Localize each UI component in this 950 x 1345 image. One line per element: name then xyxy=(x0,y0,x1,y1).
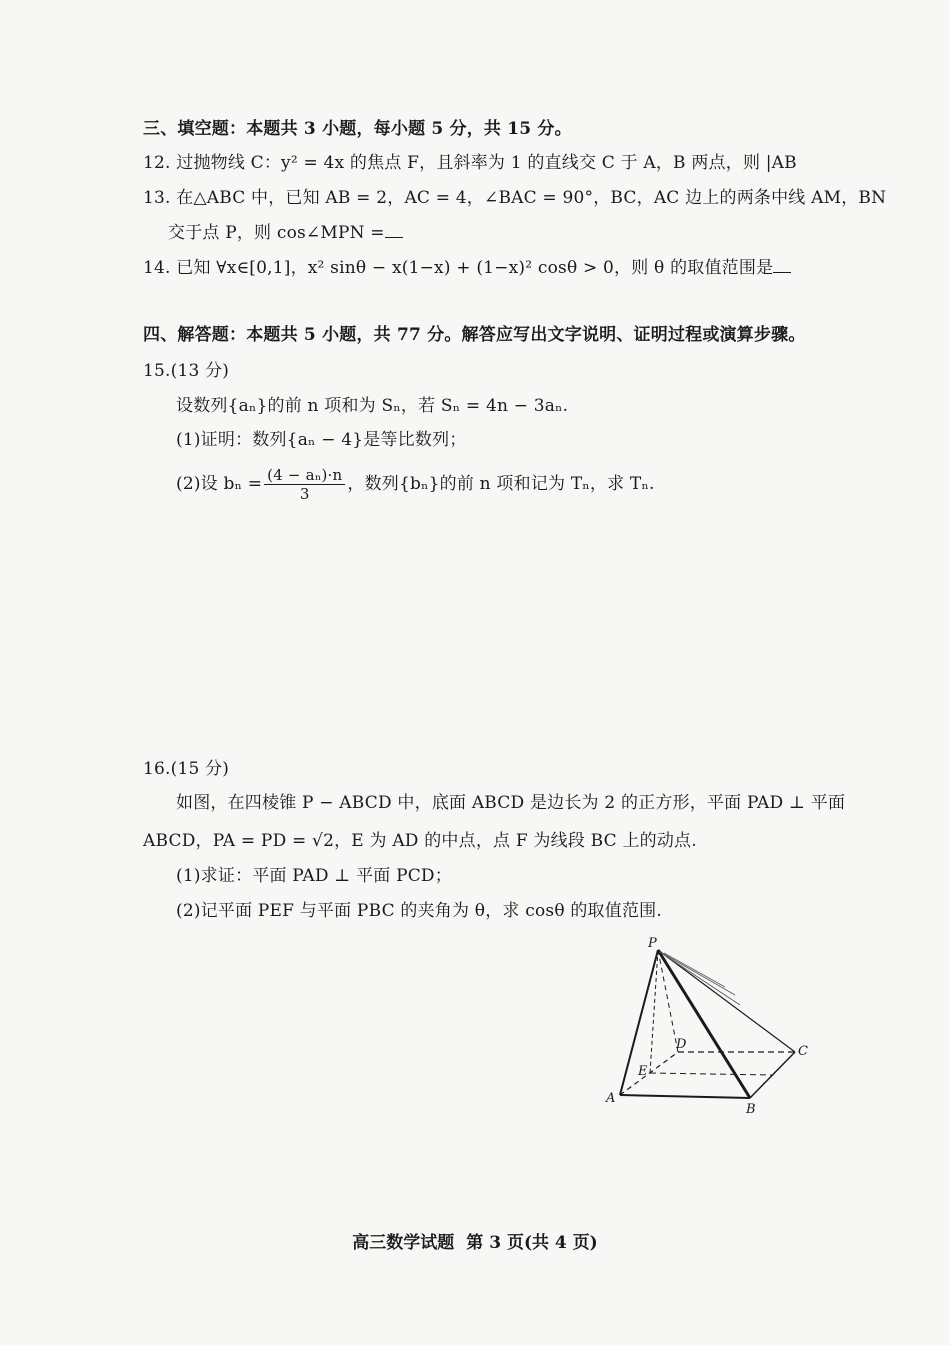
question-14 xyxy=(143,256,791,280)
question-12: 12. 过抛物线 C：y² = 4x 的焦点 F，且斜率为 1 的直线交 C 于 A，B 两点，则 |AB xyxy=(143,153,797,173)
question-15-part1: (1)证明：数列{aₙ − 4}是等比数列； xyxy=(176,430,467,450)
section4-heading: 四、解答题：本题共 5 小题，共 77 分。解答应写出文字说明、证明过程或演算步骤。 xyxy=(143,325,806,345)
part2-prefix: (2)设 bₙ = xyxy=(176,474,263,494)
question-16-title: 16.(15 分) xyxy=(143,759,230,779)
footer-title: 高三数学试题 xyxy=(352,1233,455,1253)
question-14-text: 14. 已知 ∀x∈[0,1]，x² sinθ − x(1−x) + (1−x)² cosθ > 0，则 θ 的取值范围是 xyxy=(143,258,774,278)
segment-EF xyxy=(650,1073,772,1075)
pyramid-diagram xyxy=(600,895,830,1125)
section3-heading: 三、填空题：本题共 3 小题，每小题 5 分，共 15 分。 xyxy=(143,119,572,139)
question-13-line1: 13. 在△ABC 中，已知 AB = 2，AC = 4，∠BAC = 90°，BC，AC 边上的两条中线 AM，BN xyxy=(143,188,887,208)
pyramid-figure xyxy=(600,895,830,1125)
label-A: A xyxy=(606,1091,616,1106)
answer-blank xyxy=(385,221,403,238)
question-15-stem: 设数列{aₙ}的前 n 项和为 Sₙ，若 Sₙ = 4n − 3aₙ. xyxy=(176,396,569,416)
question-16-part1: (1)求证：平面 PAD ⊥ 平面 PCD； xyxy=(176,866,452,886)
page-footer xyxy=(0,1228,950,1253)
part2-suffix: ，数列{bₙ}的前 n 项和记为 Tₙ，求 Tₙ. xyxy=(347,474,655,494)
fraction-numerator: (4 − aₙ)·n xyxy=(264,466,345,485)
label-P: P xyxy=(648,936,657,951)
answer-blank xyxy=(773,256,791,273)
edge-AB xyxy=(620,1095,750,1098)
fraction xyxy=(264,466,345,503)
edge-BC xyxy=(750,1052,795,1098)
label-C: C xyxy=(798,1044,808,1059)
label-B: B xyxy=(746,1102,756,1117)
label-E: E xyxy=(638,1064,648,1079)
label-D: D xyxy=(676,1037,687,1052)
question-16-stem-line2: ABCD，PA = PD = √2，E 为 AD 的中点，点 F 为线段 BC 上的动点. xyxy=(143,831,697,851)
edge-PB xyxy=(658,950,750,1098)
question-16-part2: (2)记平面 PEF 与平面 PBC 的夹角为 θ，求 cosθ 的取值范围. xyxy=(176,901,662,921)
question-15-title: 15.(13 分) xyxy=(143,361,230,381)
question-13-line2 xyxy=(168,221,403,245)
question-16-stem-line1: 如图，在四棱锥 P − ABCD 中，底面 ABCD 是边长为 2 的正方形，平面 PAD ⊥ 平面 xyxy=(176,793,846,813)
hatch-line xyxy=(664,953,725,987)
question-15-part2 xyxy=(176,466,655,503)
hatch-line xyxy=(660,952,740,1005)
fraction-denominator: 3 xyxy=(299,485,310,503)
question-13-text: 交于点 P，则 cos∠MPN = xyxy=(168,223,385,243)
footer-page: 第 3 页(共 4 页) xyxy=(466,1233,598,1253)
